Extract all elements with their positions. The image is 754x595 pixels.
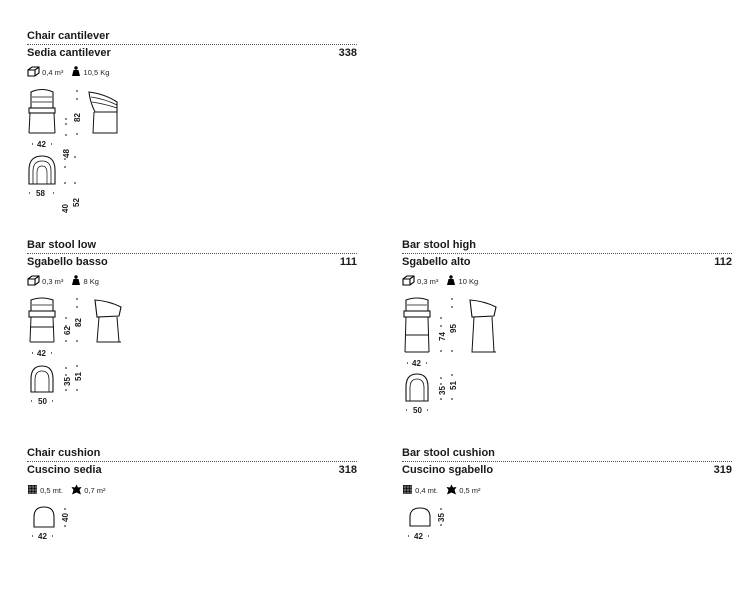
dim-depth: 35 xyxy=(437,513,446,522)
weight-value: 10,5 Kg xyxy=(83,68,110,77)
technical-drawing xyxy=(27,88,167,213)
dim-height: 82 xyxy=(74,318,83,327)
dotted-separator xyxy=(402,253,732,254)
volume-value: 0,3 m³ xyxy=(42,277,64,286)
product-specs xyxy=(27,275,99,287)
volume-icon xyxy=(402,275,415,286)
weight-value: 10 Kg xyxy=(458,277,479,286)
dim-seat-height: 74 xyxy=(438,332,447,341)
volume-value: 0,3 m³ xyxy=(417,277,439,286)
dim-depth: 51 xyxy=(74,372,83,381)
dim-depth: 51 xyxy=(449,381,458,390)
stool-high-drawing-svg xyxy=(402,297,542,422)
dotted-separator xyxy=(27,461,357,462)
dim-width: 42 xyxy=(37,140,46,149)
dim-seat-height: 62 xyxy=(63,326,72,335)
weight-icon xyxy=(446,275,456,286)
product-specs xyxy=(27,66,109,78)
product-name-it: Cuscino sgabello xyxy=(402,464,494,476)
weight-icon xyxy=(71,66,81,77)
fabric-icon xyxy=(402,484,413,495)
dim-seat-height: 48 xyxy=(62,149,71,158)
dim-depth-width: 58 xyxy=(36,189,45,198)
weight-value: 8 Kg xyxy=(83,277,99,286)
product-code: 112 xyxy=(714,256,732,268)
product-bar-stool-low xyxy=(27,239,357,406)
technical-drawing xyxy=(27,505,107,545)
technical-drawing xyxy=(402,297,542,422)
dim-width: 42 xyxy=(38,532,47,541)
product-bar-stool-high xyxy=(402,239,732,415)
product-chair-cushion xyxy=(27,447,357,541)
dim-depth-seat: 35 xyxy=(63,377,72,386)
volume-value: 0,4 m³ xyxy=(42,68,64,77)
dotted-separator xyxy=(27,253,357,254)
dim-depth-seat: 35 xyxy=(438,386,447,395)
dim-height: 95 xyxy=(449,324,458,333)
dim-depth-width: 50 xyxy=(413,406,422,415)
weight-icon xyxy=(71,275,81,286)
product-name-it: Sedia cantilever xyxy=(27,47,111,59)
product-code: 111 xyxy=(339,256,357,268)
leather-icon xyxy=(71,484,82,495)
chair-drawing-svg xyxy=(27,88,167,203)
product-chair-cantilever xyxy=(27,30,357,213)
dim-width: 42 xyxy=(412,359,421,368)
product-name-en: Bar stool high xyxy=(402,239,476,251)
product-name-it: Sgabello alto xyxy=(402,256,471,268)
fabric-icon xyxy=(27,484,38,495)
leather-icon xyxy=(446,484,457,495)
dim-depth: 40 xyxy=(61,513,70,522)
product-name-en: Chair cantilever xyxy=(27,30,110,42)
product-code: 318 xyxy=(338,464,357,476)
product-name-en: Chair cushion xyxy=(27,447,101,459)
volume-icon xyxy=(27,275,40,286)
product-specs xyxy=(402,275,478,287)
dim-width: 42 xyxy=(414,532,423,541)
leather-value: 0,7 m² xyxy=(84,486,106,495)
dim-depth: 52 xyxy=(72,198,81,207)
dim-width: 42 xyxy=(37,349,46,358)
leather-value: 0,5 m² xyxy=(459,486,481,495)
technical-drawing xyxy=(27,297,167,412)
product-bar-stool-cushion xyxy=(402,447,732,541)
product-name-en: Bar stool cushion xyxy=(402,447,495,459)
product-specs xyxy=(27,484,105,496)
volume-icon xyxy=(27,66,40,77)
product-specs xyxy=(402,484,480,496)
fabric-value: 0,5 mt. xyxy=(40,486,64,495)
dim-depth-width: 50 xyxy=(38,397,47,406)
stool-low-drawing-svg xyxy=(27,297,167,412)
product-name-it: Cuscino sedia xyxy=(27,464,102,476)
product-name-it: Sgabello basso xyxy=(27,256,108,268)
product-name-en: Bar stool low xyxy=(27,239,97,251)
dim-height: 82 xyxy=(73,113,82,122)
fabric-value: 0,4 mt. xyxy=(415,486,439,495)
dim-depth-seat: 40 xyxy=(61,204,70,213)
product-code: 319 xyxy=(713,464,732,476)
dotted-separator xyxy=(402,461,732,462)
product-code: 338 xyxy=(338,47,357,59)
dotted-separator xyxy=(27,44,357,45)
technical-drawing xyxy=(402,505,482,545)
